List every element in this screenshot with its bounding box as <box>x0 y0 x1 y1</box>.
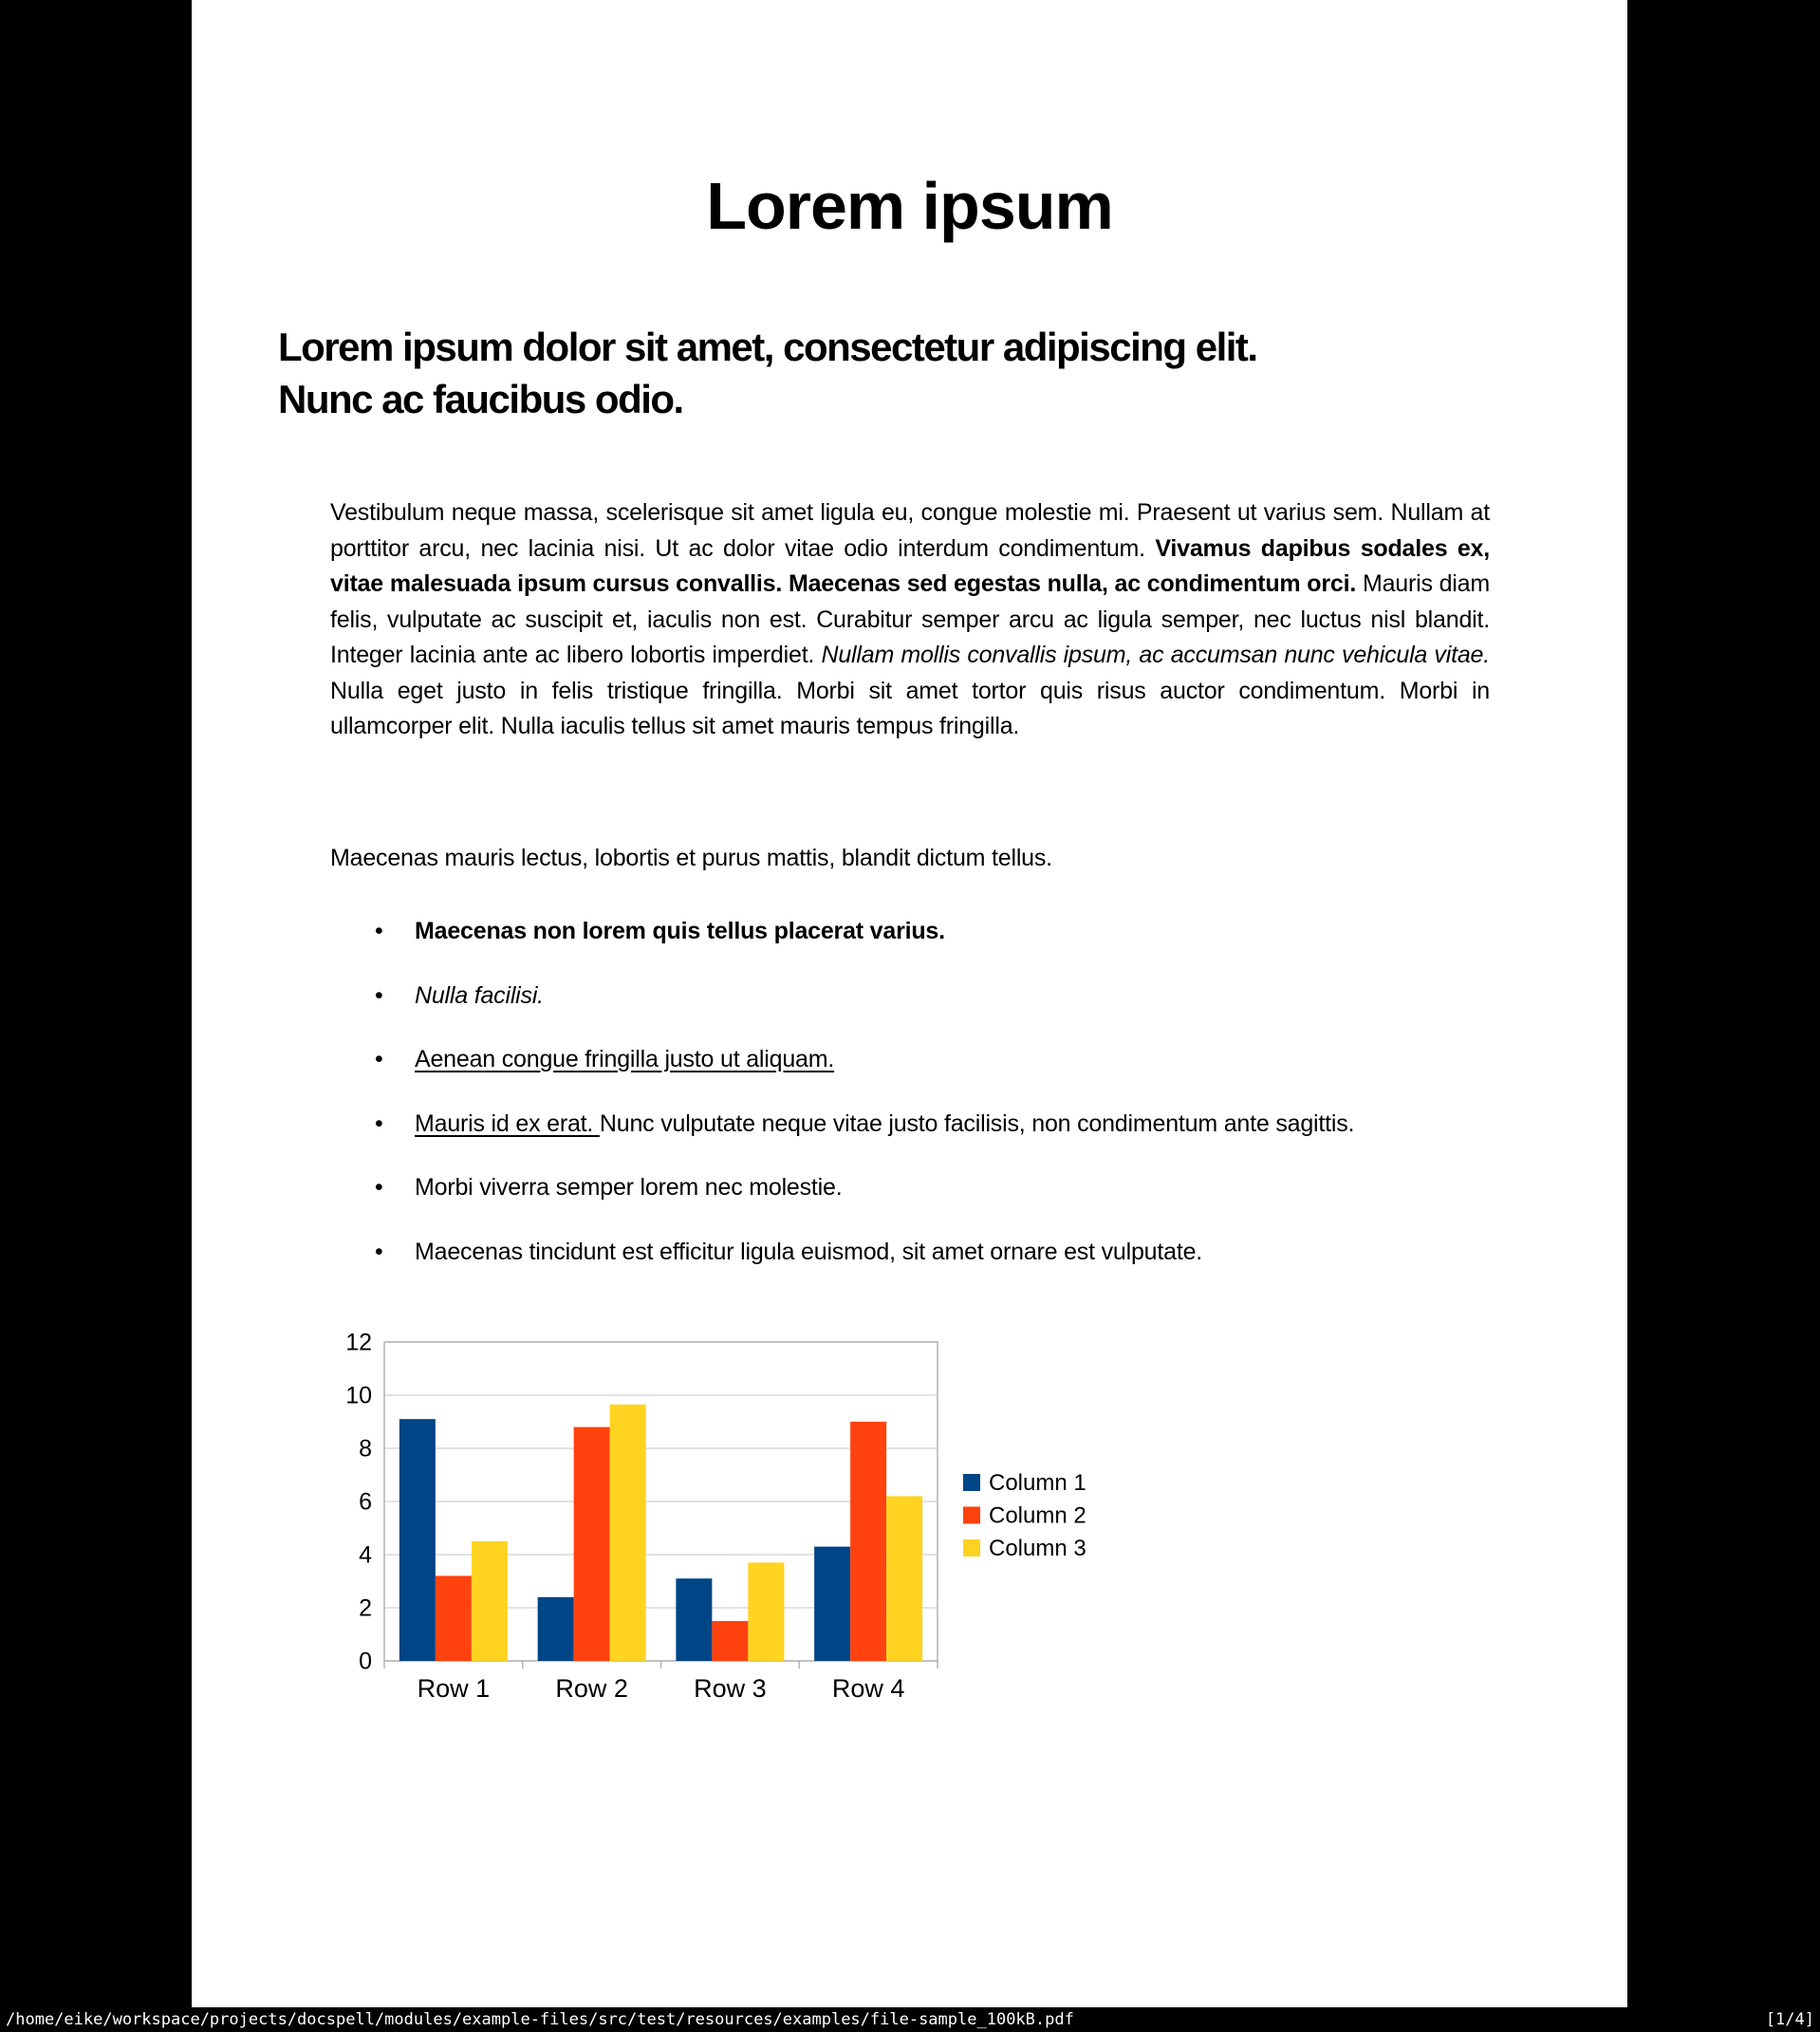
y-axis-tick-label: 10 <box>345 1382 372 1409</box>
document-heading <box>278 321 1495 425</box>
bar-chart <box>318 1331 1120 1708</box>
bar-row2-column1 <box>538 1597 574 1661</box>
x-axis-category-label: Row 4 <box>831 1674 905 1703</box>
bullet-marker: • <box>375 981 383 1009</box>
text-segment: Vivamus dapibus sodales ex, vitae malesuada ipsum cursus convallis. Maecenas sed egestas nulla, ac condimentum orci. <box>330 534 1491 597</box>
bar-row3-column3 <box>748 1562 784 1661</box>
bar-row3-column1 <box>676 1578 712 1661</box>
legend-label: Column 1 <box>989 1470 1086 1496</box>
list-item <box>375 979 1490 1015</box>
list-item <box>375 1042 1490 1078</box>
legend-swatch <box>963 1507 980 1524</box>
y-axis-tick-label: 6 <box>359 1488 372 1516</box>
bar-row4-column3 <box>886 1496 922 1661</box>
text-segment: Mauris id ex erat. <box>415 1109 600 1137</box>
bar-row1-column3 <box>472 1541 508 1661</box>
document-page[interactable] <box>192 0 1627 2007</box>
bar-row1-column1 <box>399 1419 436 1661</box>
list-item <box>375 1107 1490 1143</box>
bullet-marker: • <box>375 1174 383 1201</box>
text-segment: Nulla eget justo in felis tristique fringilla. Morbi sit amet tortor quis risus auctor condimentum. Morbi in ullamcorper elit. Nulla iaculis tellus sit amet mauris tempus fringilla. <box>330 677 1490 739</box>
document-title: Lorem ipsum <box>706 169 1113 243</box>
bullet-marker: • <box>375 1109 383 1137</box>
status-file-path: /home/eike/workspace/projects/docspell/modules/example-files/src/test/resources/examples/file-sample_100kB.pdf <box>6 2010 1074 2029</box>
y-axis-tick-label: 2 <box>359 1594 372 1622</box>
bar-row4-column2 <box>850 1422 886 1661</box>
bar-row3-column2 <box>712 1621 748 1661</box>
body-paragraph <box>330 495 1490 745</box>
bullet-marker: • <box>375 1238 383 1265</box>
bullet-list <box>375 914 1490 1298</box>
text-segment: Mauris diam felis, vulputate ac suscipit et, iaculis non est. Curabitur semper arcu ac ligula semper, nec luctus nisl blandit. Integer lacinia ante ac libero lobortis imperdiet. <box>330 570 1490 668</box>
list-item <box>375 1235 1490 1271</box>
text-segment: Nullam mollis convallis ipsum, ac accumsan nunc vehicula vitae. <box>821 642 1490 668</box>
bar-chart-svg <box>318 1331 1120 1708</box>
y-axis-tick-label: 8 <box>359 1435 372 1463</box>
x-axis-category-label: Row 3 <box>694 1674 767 1703</box>
bullet-marker: • <box>375 1046 383 1072</box>
status-page-indicator: [1/4] <box>1765 2010 1814 2029</box>
heading-line-1: Lorem ipsum dolor sit amet, consectetur adipiscing elit. <box>278 325 1257 369</box>
text-segment: Maecenas non lorem quis tellus placerat varius. <box>415 918 945 944</box>
bar-row1-column2 <box>436 1575 472 1661</box>
heading-line-2: Nunc ac faucibus odio. <box>278 377 683 421</box>
legend-swatch <box>963 1474 980 1491</box>
legend-label: Column 3 <box>989 1536 1086 1561</box>
text-segment: Nulla facilisi. <box>415 981 544 1009</box>
bar-row2-column2 <box>574 1427 610 1661</box>
text-segment: Nunc vulputate neque vitae justo facilisis, non condimentum ante sagittis. <box>599 1109 1355 1137</box>
list-item <box>375 1170 1490 1206</box>
text-segment: Morbi viverra semper lorem nec molestie. <box>415 1174 843 1201</box>
legend-swatch <box>963 1539 980 1557</box>
list-item <box>375 914 1490 950</box>
x-axis-category-label: Row 1 <box>417 1674 491 1703</box>
y-axis-tick-label: 4 <box>359 1541 372 1569</box>
y-axis-tick-label: 12 <box>345 1331 372 1356</box>
text-segment: Maecenas tincidunt est efficitur ligula euismod, sit amet ornare est vulputate. <box>415 1238 1203 1265</box>
bullet-marker: • <box>375 918 383 944</box>
text-segment: Aenean congue fringilla justo ut aliquam. <box>415 1046 835 1072</box>
status-bar <box>0 2007 1820 2032</box>
body-paragraph: Maecenas mauris lectus, lobortis et purus mattis, blandit dictum tellus. <box>330 845 1052 871</box>
bar-row4-column1 <box>814 1547 850 1661</box>
x-axis-category-label: Row 2 <box>555 1674 628 1703</box>
bar-row2-column3 <box>610 1405 646 1661</box>
text-segment: Vestibulum neque massa, scelerisque sit amet ligula eu, congue molestie mi. Praesent ut varius sem. Nullam at porttitor arcu, nec lacinia nisi. Ut ac dolor vitae odio interdum condimentum. <box>330 499 1490 562</box>
y-axis-tick-label: 0 <box>359 1648 372 1675</box>
legend-label: Column 2 <box>989 1502 1086 1529</box>
